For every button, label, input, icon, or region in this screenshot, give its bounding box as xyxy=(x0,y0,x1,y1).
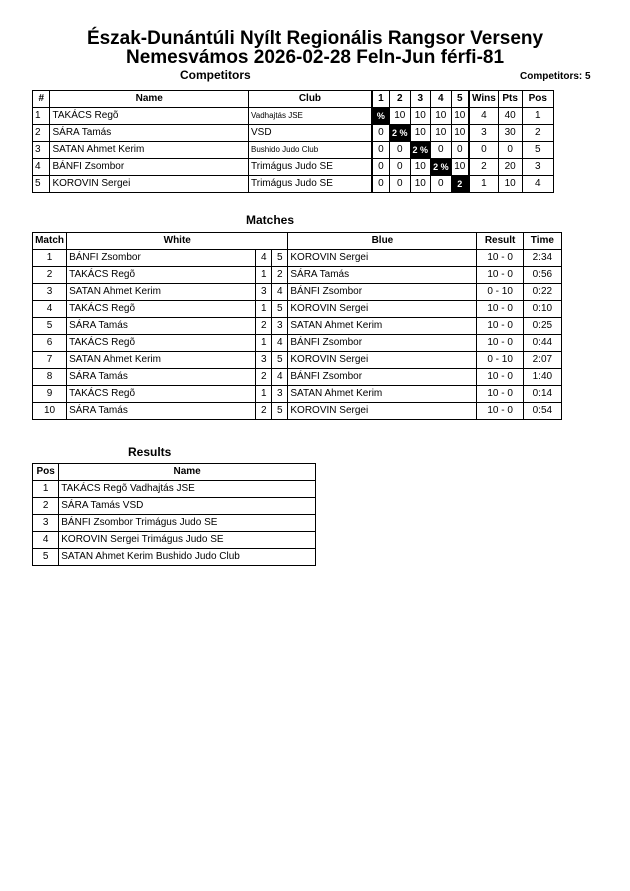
score-cell: 0 xyxy=(451,142,469,159)
result-position: 1 xyxy=(33,481,59,498)
competitor-name: KOROVIN Sergei xyxy=(50,176,249,193)
result-row xyxy=(33,532,316,549)
match-time: 0:14 xyxy=(523,386,561,403)
score-cell: 10 xyxy=(410,125,431,142)
col-header: 3 xyxy=(410,91,431,108)
match-time: 0:22 xyxy=(523,284,561,301)
match-number: 3 xyxy=(33,284,67,301)
result-position: 4 xyxy=(33,532,59,549)
competitor-row xyxy=(33,142,554,159)
competitor-club: VSD xyxy=(249,125,372,142)
match-row xyxy=(33,335,562,352)
match-number: 2 xyxy=(33,267,67,284)
match-row xyxy=(33,284,562,301)
match-time: 0:25 xyxy=(523,318,561,335)
match-result: 10 - 0 xyxy=(477,301,523,318)
score-cell: 0 xyxy=(372,176,390,193)
result-position: 2 xyxy=(33,498,59,515)
white-competitor: TAKÁCS Regõ xyxy=(67,267,256,284)
competitor-points: 30 xyxy=(498,125,522,142)
competitor-wins: 3 xyxy=(469,125,498,142)
competitor-number: 2 xyxy=(33,125,50,142)
result-row xyxy=(33,549,316,566)
competitor-wins: 2 xyxy=(469,159,498,176)
col-header: Result xyxy=(477,233,523,250)
blue-competitor: SÁRA Tamás xyxy=(288,267,477,284)
competitor-wins: 4 xyxy=(469,108,498,125)
col-header: # xyxy=(33,91,50,108)
score-cell: 0 xyxy=(372,159,390,176)
col-header: Time xyxy=(523,233,561,250)
blue-competitor: SATAN Ahmet Kerim xyxy=(288,318,477,335)
score-cell: 0 xyxy=(390,159,411,176)
blue-number: 5 xyxy=(272,250,288,267)
match-row xyxy=(33,318,562,335)
score-cell: 10 xyxy=(451,108,469,125)
competitor-club: Vadhajtás JSE xyxy=(249,108,372,125)
match-number: 6 xyxy=(33,335,67,352)
blue-competitor: KOROVIN Sergei xyxy=(288,352,477,369)
score-cell: 0 xyxy=(390,176,411,193)
blue-number: 2 xyxy=(272,267,288,284)
result-name: BÁNFI Zsombor Trimágus Judo SE xyxy=(59,515,316,532)
score-cell: 2 % xyxy=(390,125,411,142)
match-result: 0 - 10 xyxy=(477,284,523,301)
results-header-row xyxy=(33,464,316,481)
page-subtitle: Nemesvámos 2026-02-28 Feln-Jun férfi-81 xyxy=(125,47,505,68)
score-cell: 2 % xyxy=(431,159,452,176)
competitor-row xyxy=(33,108,554,125)
blue-number: 5 xyxy=(272,403,288,420)
col-header: Match xyxy=(33,233,67,250)
col-header: Name xyxy=(50,91,249,108)
results-heading: Results xyxy=(128,445,172,459)
match-result: 10 - 0 xyxy=(477,386,523,403)
blue-number: 3 xyxy=(272,386,288,403)
competitor-club: Bushido Judo Club xyxy=(249,142,372,159)
competitor-number: 1 xyxy=(33,108,50,125)
result-row xyxy=(33,481,316,498)
blue-number: 4 xyxy=(272,369,288,386)
col-header: Blue xyxy=(288,233,477,250)
white-competitor: SÁRA Tamás xyxy=(67,403,256,420)
competitors-count: Competitors: 5 xyxy=(520,71,591,82)
match-number: 7 xyxy=(33,352,67,369)
col-header: Pts xyxy=(498,91,522,108)
blue-number: 4 xyxy=(272,335,288,352)
blue-competitor: BÁNFI Zsombor xyxy=(288,335,477,352)
result-name: SÁRA Tamás VSD xyxy=(59,498,316,515)
score-cell: 2 xyxy=(451,176,469,193)
competitor-position: 3 xyxy=(522,159,553,176)
match-number: 9 xyxy=(33,386,67,403)
competitor-row xyxy=(33,125,554,142)
match-time: 0:56 xyxy=(523,267,561,284)
result-name: KOROVIN Sergei Trimágus Judo SE xyxy=(59,532,316,549)
result-name: TAKÁCS Regõ Vadhajtás JSE xyxy=(59,481,316,498)
competitor-position: 4 xyxy=(522,176,553,193)
score-cell: 0 xyxy=(372,142,390,159)
score-cell: 10 xyxy=(390,108,411,125)
col-header: Pos xyxy=(522,91,553,108)
competitor-position: 2 xyxy=(522,125,553,142)
match-result: 10 - 0 xyxy=(477,403,523,420)
match-time: 0:44 xyxy=(523,335,561,352)
results-table xyxy=(32,463,316,566)
competitor-name: BÁNFI Zsombor xyxy=(50,159,249,176)
match-row xyxy=(33,301,562,318)
blue-competitor: BÁNFI Zsombor xyxy=(288,369,477,386)
score-cell: 0 xyxy=(431,176,452,193)
match-time: 2:34 xyxy=(523,250,561,267)
competitors-heading: Competitors xyxy=(180,68,251,82)
result-row xyxy=(33,498,316,515)
match-result: 10 - 0 xyxy=(477,335,523,352)
match-row xyxy=(33,250,562,267)
match-time: 0:10 xyxy=(523,301,561,318)
competitor-row xyxy=(33,159,554,176)
competitor-club: Trimágus Judo SE xyxy=(249,176,372,193)
score-cell: 10 xyxy=(410,176,431,193)
blue-number: 5 xyxy=(272,352,288,369)
match-number: 5 xyxy=(33,318,67,335)
white-number: 1 xyxy=(256,386,272,403)
white-number: 1 xyxy=(256,301,272,318)
col-header: 4 xyxy=(431,91,452,108)
score-cell: 0 xyxy=(390,142,411,159)
blue-competitor: SATAN Ahmet Kerim xyxy=(288,386,477,403)
white-competitor: TAKÁCS Regõ xyxy=(67,335,256,352)
result-row xyxy=(33,515,316,532)
white-competitor: SÁRA Tamás xyxy=(67,318,256,335)
white-competitor: SATAN Ahmet Kerim xyxy=(67,352,256,369)
blue-competitor: KOROVIN Sergei xyxy=(288,250,477,267)
col-header: Club xyxy=(249,91,372,108)
match-time: 1:40 xyxy=(523,369,561,386)
match-result: 10 - 0 xyxy=(477,250,523,267)
competitor-number: 4 xyxy=(33,159,50,176)
col-header: White xyxy=(67,233,288,250)
score-cell: 10 xyxy=(451,159,469,176)
competitor-number: 3 xyxy=(33,142,50,159)
white-number: 3 xyxy=(256,352,272,369)
competitor-wins: 1 xyxy=(469,176,498,193)
match-number: 10 xyxy=(33,403,67,420)
competitor-position: 1 xyxy=(522,108,553,125)
score-cell: 0 xyxy=(372,125,390,142)
score-cell: 10 xyxy=(431,108,452,125)
match-row xyxy=(33,352,562,369)
match-number: 8 xyxy=(33,369,67,386)
white-competitor: TAKÁCS Regõ xyxy=(67,386,256,403)
score-cell: 0 xyxy=(431,142,452,159)
white-number: 2 xyxy=(256,369,272,386)
blue-competitor: KOROVIN Sergei xyxy=(288,301,477,318)
match-time: 2:07 xyxy=(523,352,561,369)
col-header: Name xyxy=(59,464,316,481)
blue-number: 3 xyxy=(272,318,288,335)
white-competitor: BÁNFI Zsombor xyxy=(67,250,256,267)
white-number: 1 xyxy=(256,267,272,284)
competitor-points: 0 xyxy=(498,142,522,159)
white-competitor: TAKÁCS Regõ xyxy=(67,301,256,318)
match-row xyxy=(33,267,562,284)
score-cell: 10 xyxy=(451,125,469,142)
match-number: 4 xyxy=(33,301,67,318)
match-row xyxy=(33,403,562,420)
col-header: Wins xyxy=(469,91,498,108)
white-competitor: SÁRA Tamás xyxy=(67,369,256,386)
white-number: 2 xyxy=(256,403,272,420)
match-result: 0 - 10 xyxy=(477,352,523,369)
competitor-club: Trimágus Judo SE xyxy=(249,159,372,176)
competitor-row xyxy=(33,176,554,193)
match-number: 1 xyxy=(33,250,67,267)
score-cell: 10 xyxy=(410,159,431,176)
blue-competitor: BÁNFI Zsombor xyxy=(288,284,477,301)
score-cell: % xyxy=(372,108,390,125)
col-header: Pos xyxy=(33,464,59,481)
matches-heading: Matches xyxy=(246,213,295,227)
white-number: 2 xyxy=(256,318,272,335)
competitors-header-row xyxy=(33,91,554,108)
matches-table xyxy=(32,232,562,420)
competitor-number: 5 xyxy=(33,176,50,193)
white-number: 3 xyxy=(256,284,272,301)
competitor-points: 10 xyxy=(498,176,522,193)
match-result: 10 - 0 xyxy=(477,267,523,284)
match-time: 0:54 xyxy=(523,403,561,420)
competitor-points: 20 xyxy=(498,159,522,176)
col-header: 5 xyxy=(451,91,469,108)
competitor-name: TAKÁCS Regõ xyxy=(50,108,249,125)
competitor-wins: 0 xyxy=(469,142,498,159)
page-title: Észak-Dunántúli Nyílt Regionális Rangsor Verseny xyxy=(86,28,544,49)
score-cell: 10 xyxy=(431,125,452,142)
competitor-points: 40 xyxy=(498,108,522,125)
score-cell: 10 xyxy=(410,108,431,125)
score-cell: 2 % xyxy=(410,142,431,159)
match-row xyxy=(33,386,562,403)
white-competitor: SATAN Ahmet Kerim xyxy=(67,284,256,301)
blue-competitor: KOROVIN Sergei xyxy=(288,403,477,420)
col-header: 1 xyxy=(372,91,390,108)
white-number: 4 xyxy=(256,250,272,267)
result-position: 5 xyxy=(33,549,59,566)
competitor-position: 5 xyxy=(522,142,553,159)
match-result: 10 - 0 xyxy=(477,369,523,386)
blue-number: 4 xyxy=(272,284,288,301)
competitors-table xyxy=(32,90,554,193)
match-row xyxy=(33,369,562,386)
result-position: 3 xyxy=(33,515,59,532)
match-result: 10 - 0 xyxy=(477,318,523,335)
competitor-name: SATAN Ahmet Kerim xyxy=(50,142,249,159)
matches-header-row xyxy=(33,233,562,250)
competitor-name: SÁRA Tamás xyxy=(50,125,249,142)
white-number: 1 xyxy=(256,335,272,352)
col-header: 2 xyxy=(390,91,411,108)
result-name: SATAN Ahmet Kerim Bushido Judo Club xyxy=(59,549,316,566)
blue-number: 5 xyxy=(272,301,288,318)
